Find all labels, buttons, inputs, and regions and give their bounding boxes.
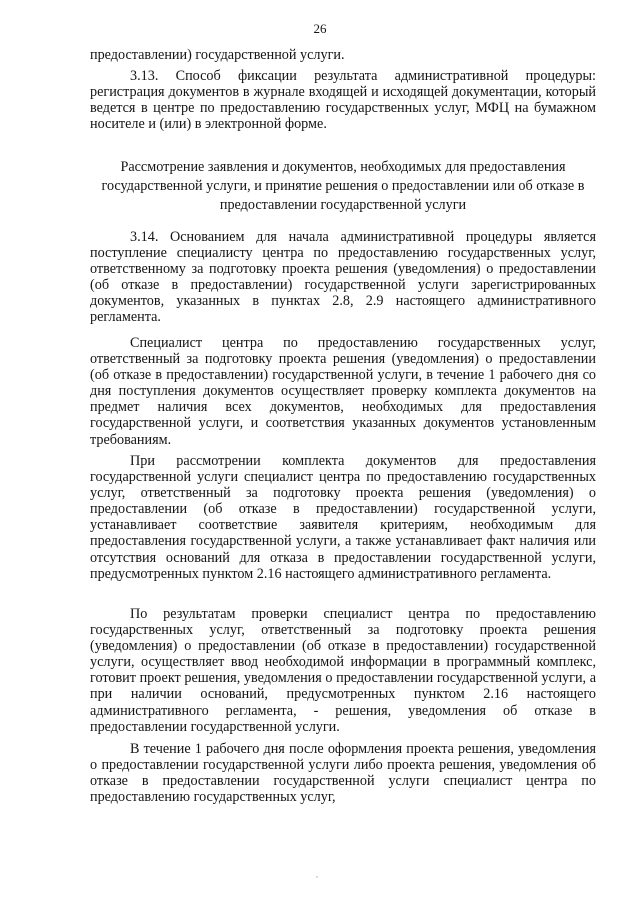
paragraph-specialist-check: Специалист центра по предоставлению государственных услуг, ответственный за подготовку проекта решения (уведомления) о предоставлении (об отказе в предоставлении) государственной услуги, в течение 1 рабочего дня со дня поступления документов осуществляет проверку комплекта документов на предмет наличия всех документов, необходимых для предоставления государственной услуги, и соответствия указанных документов установленным требованиям. xyxy=(90,335,596,448)
paragraph-within-working-day: В течение 1 рабочего дня после оформления проекта решения, уведомления о предоставлении государственной услуги либо проекта решения, уведомления об отказе в предоставлении государственной услуги специалист центра по предоставлению государственных услуг, xyxy=(90,741,596,806)
scan-speck xyxy=(316,876,318,878)
continuation-text: предоставлении) государственной услуги. xyxy=(90,47,345,63)
paragraph-3-14: 3.14. Основанием для начала административной процедуры является поступление специалисту центра по предоставлению государственных услуг, ответственному за подготовку проекта решения (уведомления) о предоставлении (об отказе в предоставлении) государственной услуги зарегистрированных документов, указанных в пунктах 2.8, 2.9 настоящего административного регламента. xyxy=(90,229,596,326)
paragraph-document-review: При рассмотрении комплекта документов для предоставления государственной услуги специалист центра по предоставлению государственных услуг, ответственный за подготовку проекта решения (уведомления) о предоставлении (об отказе в предоставлении) государственной услуги, устанавливает соответствие заявителя критериям, необходимым для предоставления государственной услуги, а также устанавливает факт наличия или отсутствия оснований для отказа в предоставлении государственной услуги, предусмотренных пунктом 2.16 настоящего административного регламента. xyxy=(90,453,596,582)
section-heading: Рассмотрение заявления и документов, необходимых для предоставления государственной услуги, и принятие решения о предоставлении или об отказе в предоставлении государственной услуги xyxy=(101,159,585,213)
paragraph-review-results: По результатам проверки специалист центра по предоставлению государственных услуг, ответственный за подготовку проекта решения (уведомления) о предоставлении (об отказе в предоставлении) государственной услуги, осуществляет ввод необходимой информации в программный комплекс, готовит проект решения, уведомления о предоставлении государственной услуги, а при наличии оснований, предусмотренных пунктом 2.16 настоящего административного регламента, - решения, уведомления об отказе в предоставлении государственной услуги. xyxy=(90,606,596,735)
paragraph-3-13: 3.13. Способ фиксации результата административной процедуры: регистрация документов в журнале входящей и исходящей документации, который ведется в центре по предоставлению государственных услуг, МФЦ на бумажном носителе и (или) в электронной форме. xyxy=(90,68,596,133)
page-number: 26 xyxy=(313,21,327,36)
